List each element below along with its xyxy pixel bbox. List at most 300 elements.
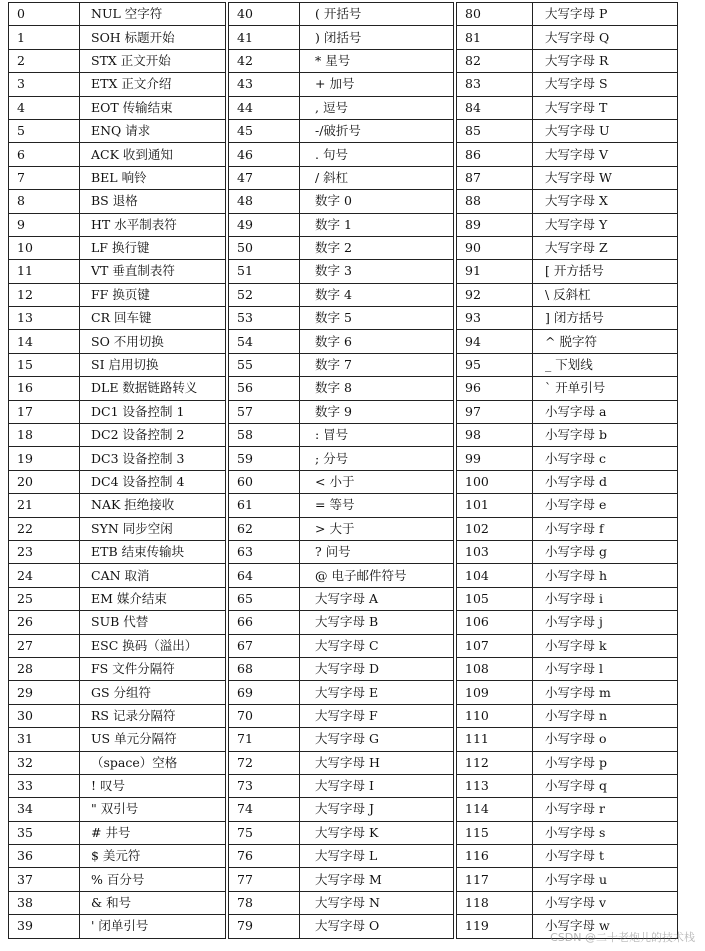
ascii-description-cell: 小写字母 t (533, 845, 678, 868)
ascii-code-cell: 97 (457, 400, 533, 423)
ascii-code-cell: 98 (457, 424, 533, 447)
ascii-table (8, 2, 698, 939)
table-row (229, 3, 453, 26)
ascii-description-cell: ! 叹号 (80, 774, 226, 797)
ascii-code-cell: 53 (229, 307, 300, 330)
table-row (229, 611, 453, 634)
ascii-code-cell: 41 (229, 26, 300, 49)
ascii-code-cell: 15 (9, 353, 80, 376)
table-row (229, 236, 453, 259)
table-row (229, 49, 453, 72)
table-row (229, 587, 453, 610)
table-row (9, 260, 225, 283)
ascii-code-cell: 81 (457, 26, 533, 49)
table-row (229, 728, 453, 751)
table-row (9, 330, 225, 353)
table-row (229, 821, 453, 844)
ascii-description-cell: SI 启用切换 (80, 353, 226, 376)
table-row (457, 236, 677, 259)
ascii-code-cell: 32 (9, 751, 80, 774)
ascii-description-cell: LF 换行键 (80, 236, 226, 259)
ascii-code-cell: 46 (229, 143, 300, 166)
table-row (9, 587, 225, 610)
ascii-code-cell: 19 (9, 447, 80, 470)
ascii-description-cell: ; 分号 (300, 447, 454, 470)
ascii-description-cell: < 小于 (300, 470, 454, 493)
ascii-description-cell: 小写字母 j (533, 611, 678, 634)
table-row (457, 868, 677, 891)
ascii-code-cell: 39 (9, 915, 80, 938)
ascii-description-cell: SUB 代替 (80, 611, 226, 634)
ascii-code-cell: 64 (229, 564, 300, 587)
ascii-code-cell: 104 (457, 564, 533, 587)
table-row (229, 190, 453, 213)
ascii-description-cell: DLE 数据链路转义 (80, 377, 226, 400)
ascii-description-cell: BEL 响铃 (80, 166, 226, 189)
table-row (9, 236, 225, 259)
ascii-code-cell: 24 (9, 564, 80, 587)
table-row (9, 821, 225, 844)
ascii-description-cell: ETB 结束传输块 (80, 540, 226, 563)
ascii-code-cell: 65 (229, 587, 300, 610)
ascii-description-cell: 小写字母 h (533, 564, 678, 587)
ascii-description-cell: 大写字母 J (300, 798, 454, 821)
table-row (457, 845, 677, 868)
ascii-description-cell: : 冒号 (300, 424, 454, 447)
ascii-code-cell: 38 (9, 891, 80, 914)
ascii-description-cell: 大写字母 S (533, 73, 678, 96)
table-row (9, 891, 225, 914)
ascii-description-cell: EM 媒介结束 (80, 587, 226, 610)
table-row (457, 494, 677, 517)
table-row (9, 49, 225, 72)
ascii-code-cell: 6 (9, 143, 80, 166)
table-row (457, 447, 677, 470)
ascii-code-cell: 109 (457, 681, 533, 704)
ascii-code-cell: 92 (457, 283, 533, 306)
table-row (229, 774, 453, 797)
ascii-description-cell: FF 换页键 (80, 283, 226, 306)
table-row (457, 190, 677, 213)
ascii-code-cell: 91 (457, 260, 533, 283)
ascii-description-cell: NAK 拒绝接收 (80, 494, 226, 517)
ascii-code-cell: 43 (229, 73, 300, 96)
ascii-code-cell: 3 (9, 73, 80, 96)
ascii-code-cell: 112 (457, 751, 533, 774)
ascii-code-cell: 1 (9, 26, 80, 49)
ascii-code-cell: 31 (9, 728, 80, 751)
ascii-description-cell: DC4 设备控制 4 (80, 470, 226, 493)
table-row (457, 307, 677, 330)
table-row (9, 868, 225, 891)
table-row (9, 447, 225, 470)
ascii-code-cell: 72 (229, 751, 300, 774)
table-row (229, 494, 453, 517)
ascii-code-cell: 7 (9, 166, 80, 189)
ascii-code-cell: 110 (457, 704, 533, 727)
table-row (229, 751, 453, 774)
table-row (9, 26, 225, 49)
ascii-description-cell: > 大于 (300, 517, 454, 540)
table-row (457, 798, 677, 821)
ascii-code-cell: 69 (229, 681, 300, 704)
table-row (457, 821, 677, 844)
ascii-code-cell: 16 (9, 377, 80, 400)
ascii-description-cell: 数字 8 (300, 377, 454, 400)
table-row (9, 119, 225, 142)
ascii-code-cell: 77 (229, 868, 300, 891)
ascii-code-cell: 18 (9, 424, 80, 447)
table-row (457, 283, 677, 306)
ascii-description-cell: US 单元分隔符 (80, 728, 226, 751)
ascii-code-cell: 59 (229, 447, 300, 470)
ascii-code-cell: 4 (9, 96, 80, 119)
table-row (9, 353, 225, 376)
ascii-code-cell: 83 (457, 73, 533, 96)
ascii-description-cell: 小写字母 s (533, 821, 678, 844)
table-row (229, 845, 453, 868)
table-row (229, 915, 453, 938)
table-row (9, 681, 225, 704)
table-row (9, 3, 225, 26)
table-row (9, 540, 225, 563)
ascii-code-cell: 108 (457, 657, 533, 680)
ascii-description-cell: CAN 取消 (80, 564, 226, 587)
ascii-code-cell: 118 (457, 891, 533, 914)
ascii-code-cell: 54 (229, 330, 300, 353)
ascii-code-cell: 94 (457, 330, 533, 353)
table-row (9, 283, 225, 306)
ascii-description-cell: ? 问号 (300, 540, 454, 563)
ascii-code-cell: 58 (229, 424, 300, 447)
ascii-description-cell: 数字 0 (300, 190, 454, 213)
ascii-description-cell: VT 垂直制表符 (80, 260, 226, 283)
ascii-column-3 (456, 2, 678, 939)
ascii-code-cell: 95 (457, 353, 533, 376)
table-row (9, 774, 225, 797)
ascii-description-cell: \ 反斜杠 (533, 283, 678, 306)
ascii-code-cell: 80 (457, 3, 533, 26)
ascii-code-cell: 29 (9, 681, 80, 704)
table-row (229, 73, 453, 96)
table-row (229, 868, 453, 891)
table-row (9, 634, 225, 657)
ascii-description-cell: 大写字母 N (300, 891, 454, 914)
ascii-code-cell: 71 (229, 728, 300, 751)
table-row (9, 377, 225, 400)
table-row (457, 119, 677, 142)
ascii-code-cell: 73 (229, 774, 300, 797)
table-row (229, 260, 453, 283)
ascii-description-cell: 大写字母 L (300, 845, 454, 868)
ascii-description-cell: 数字 9 (300, 400, 454, 423)
ascii-description-cell: 小写字母 a (533, 400, 678, 423)
table-row (9, 611, 225, 634)
ascii-description-cell: 大写字母 K (300, 821, 454, 844)
table-row (9, 728, 225, 751)
table-row (457, 634, 677, 657)
table-row (229, 26, 453, 49)
ascii-description-cell: @ 电子邮件符号 (300, 564, 454, 587)
ascii-description-cell: " 双引号 (80, 798, 226, 821)
table-row (457, 587, 677, 610)
ascii-code-cell: 45 (229, 119, 300, 142)
ascii-description-cell: HT 水平制表符 (80, 213, 226, 236)
ascii-description-cell: 大写字母 P (533, 3, 678, 26)
table-row (229, 377, 453, 400)
ascii-description-cell: 大写字母 Z (533, 236, 678, 259)
ascii-code-cell: 33 (9, 774, 80, 797)
ascii-description-cell: ] 闭方括号 (533, 307, 678, 330)
ascii-description-cell: 大写字母 E (300, 681, 454, 704)
ascii-description-cell: 小写字母 n (533, 704, 678, 727)
ascii-code-cell: 30 (9, 704, 80, 727)
ascii-description-cell: , 逗号 (300, 96, 454, 119)
ascii-description-cell: 小写字母 e (533, 494, 678, 517)
ascii-code-cell: 99 (457, 447, 533, 470)
ascii-description-cell: 大写字母 V (533, 143, 678, 166)
ascii-code-cell: 25 (9, 587, 80, 610)
ascii-code-cell: 51 (229, 260, 300, 283)
table-row (9, 213, 225, 236)
ascii-description-cell: CR 回车键 (80, 307, 226, 330)
ascii-description-cell: 小写字母 c (533, 447, 678, 470)
ascii-code-cell: 10 (9, 236, 80, 259)
table-row (229, 447, 453, 470)
ascii-description-cell: 数字 4 (300, 283, 454, 306)
ascii-code-cell: 111 (457, 728, 533, 751)
ascii-description-cell: EOT 传输结束 (80, 96, 226, 119)
ascii-description-cell: 大写字母 G (300, 728, 454, 751)
ascii-code-cell: 117 (457, 868, 533, 891)
ascii-code-cell: 44 (229, 96, 300, 119)
ascii-code-cell: 60 (229, 470, 300, 493)
ascii-code-cell: 22 (9, 517, 80, 540)
ascii-code-cell: 5 (9, 119, 80, 142)
ascii-code-cell: 27 (9, 634, 80, 657)
table-row (9, 470, 225, 493)
ascii-code-cell: 63 (229, 540, 300, 563)
ascii-code-cell: 56 (229, 377, 300, 400)
ascii-description-cell: 小写字母 b (533, 424, 678, 447)
ascii-description-cell: & 和号 (80, 891, 226, 914)
ascii-description-cell: ) 闭括号 (300, 26, 454, 49)
ascii-description-cell: 数字 5 (300, 307, 454, 330)
table-row (229, 307, 453, 330)
ascii-description-cell: . 句号 (300, 143, 454, 166)
table-row (229, 704, 453, 727)
ascii-description-cell: 小写字母 p (533, 751, 678, 774)
table-row (457, 891, 677, 914)
ascii-description-cell: ESC 换码（溢出） (80, 634, 226, 657)
ascii-description-cell: 小写字母 l (533, 657, 678, 680)
ascii-code-cell: 36 (9, 845, 80, 868)
table-row (229, 213, 453, 236)
ascii-description-cell: STX 正文开始 (80, 49, 226, 72)
ascii-code-cell: 93 (457, 307, 533, 330)
table-row (229, 119, 453, 142)
table-row (457, 681, 677, 704)
table-row (457, 377, 677, 400)
ascii-code-cell: 47 (229, 166, 300, 189)
table-row (457, 564, 677, 587)
ascii-description-cell: + 加号 (300, 73, 454, 96)
ascii-code-cell: 107 (457, 634, 533, 657)
table-row (229, 657, 453, 680)
table-row (457, 353, 677, 376)
ascii-code-cell: 28 (9, 657, 80, 680)
ascii-code-cell: 116 (457, 845, 533, 868)
ascii-code-cell: 34 (9, 798, 80, 821)
ascii-description-cell: 大写字母 O (300, 915, 454, 938)
ascii-code-cell: 61 (229, 494, 300, 517)
ascii-description-cell: DC3 设备控制 3 (80, 447, 226, 470)
ascii-description-cell: 大写字母 F (300, 704, 454, 727)
ascii-code-cell: 9 (9, 213, 80, 236)
ascii-description-cell: / 斜杠 (300, 166, 454, 189)
ascii-description-cell: RS 记录分隔符 (80, 704, 226, 727)
ascii-column-table (229, 2, 453, 939)
table-row (457, 213, 677, 236)
table-row (229, 891, 453, 914)
table-row (457, 728, 677, 751)
table-row (9, 494, 225, 517)
ascii-code-cell: 17 (9, 400, 80, 423)
ascii-code-cell: 75 (229, 821, 300, 844)
ascii-code-cell: 68 (229, 657, 300, 680)
ascii-description-cell: 小写字母 k (533, 634, 678, 657)
ascii-code-cell: 82 (457, 49, 533, 72)
ascii-description-cell: 小写字母 d (533, 470, 678, 493)
ascii-code-cell: 57 (229, 400, 300, 423)
ascii-description-cell: 大写字母 A (300, 587, 454, 610)
ascii-description-cell: DC1 设备控制 1 (80, 400, 226, 423)
ascii-description-cell: [ 开方括号 (533, 260, 678, 283)
ascii-description-cell: 小写字母 q (533, 774, 678, 797)
table-row (9, 915, 225, 938)
ascii-code-cell: 50 (229, 236, 300, 259)
ascii-description-cell: 数字 7 (300, 353, 454, 376)
table-row (229, 681, 453, 704)
watermark: CSDN @二十老炮儿的技术栈 (550, 931, 695, 944)
ascii-code-cell: 11 (9, 260, 80, 283)
ascii-description-cell: 大写字母 U (533, 119, 678, 142)
table-row (9, 564, 225, 587)
ascii-code-cell: 8 (9, 190, 80, 213)
table-row (457, 400, 677, 423)
ascii-code-cell: 21 (9, 494, 80, 517)
ascii-description-cell: 数字 1 (300, 213, 454, 236)
ascii-description-cell: $ 美元符 (80, 845, 226, 868)
ascii-code-cell: 102 (457, 517, 533, 540)
ascii-code-cell: 90 (457, 236, 533, 259)
ascii-code-cell: 20 (9, 470, 80, 493)
ascii-description-cell: 小写字母 g (533, 540, 678, 563)
ascii-description-cell: 大写字母 H (300, 751, 454, 774)
table-row (457, 424, 677, 447)
ascii-column-table (457, 2, 677, 939)
table-row (9, 704, 225, 727)
ascii-description-cell: ENQ 请求 (80, 119, 226, 142)
table-row (457, 774, 677, 797)
ascii-code-cell: 76 (229, 845, 300, 868)
ascii-description-cell: -/破折号 (300, 119, 454, 142)
table-row (229, 353, 453, 376)
ascii-code-cell: 40 (229, 3, 300, 26)
table-row (457, 166, 677, 189)
ascii-code-cell: 101 (457, 494, 533, 517)
ascii-code-cell: 2 (9, 49, 80, 72)
ascii-description-cell: BS 退格 (80, 190, 226, 213)
ascii-description-cell: SO 不用切换 (80, 330, 226, 353)
ascii-description-cell: 大写字母 M (300, 868, 454, 891)
ascii-description-cell: SOH 标题开始 (80, 26, 226, 49)
ascii-description-cell: 小写字母 u (533, 868, 678, 891)
table-row (457, 3, 677, 26)
ascii-code-cell: 88 (457, 190, 533, 213)
ascii-code-cell: 106 (457, 611, 533, 634)
table-row (229, 540, 453, 563)
table-row (457, 330, 677, 353)
ascii-code-cell: 48 (229, 190, 300, 213)
ascii-code-cell: 78 (229, 891, 300, 914)
table-row (9, 96, 225, 119)
ascii-description-cell: 大写字母 R (533, 49, 678, 72)
ascii-description-cell: DC2 设备控制 2 (80, 424, 226, 447)
ascii-code-cell: 52 (229, 283, 300, 306)
ascii-description-cell: 小写字母 v (533, 891, 678, 914)
ascii-description-cell: ACK 收到通知 (80, 143, 226, 166)
ascii-code-cell: 96 (457, 377, 533, 400)
ascii-description-cell: 大写字母 T (533, 96, 678, 119)
ascii-code-cell: 13 (9, 307, 80, 330)
ascii-description-cell: 大写字母 W (533, 166, 678, 189)
ascii-column-table (9, 2, 225, 939)
ascii-description-cell: ' 闭单引号 (80, 915, 226, 938)
ascii-code-cell: 49 (229, 213, 300, 236)
ascii-code-cell: 79 (229, 915, 300, 938)
table-row (9, 166, 225, 189)
ascii-description-cell: 小写字母 o (533, 728, 678, 751)
table-row (9, 143, 225, 166)
ascii-description-cell: SYN 同步空闲 (80, 517, 226, 540)
ascii-code-cell: 74 (229, 798, 300, 821)
ascii-description-cell: # 井号 (80, 821, 226, 844)
ascii-description-cell: 小写字母 m (533, 681, 678, 704)
ascii-description-cell: ` 开单引号 (533, 377, 678, 400)
ascii-description-cell: 大写字母 Q (533, 26, 678, 49)
ascii-description-cell: ( 开括号 (300, 3, 454, 26)
table-row (457, 751, 677, 774)
table-row (229, 470, 453, 493)
table-row (9, 845, 225, 868)
ascii-code-cell: 119 (457, 915, 533, 938)
table-row (457, 260, 677, 283)
ascii-description-cell: NUL 空字符 (80, 3, 226, 26)
table-row (457, 96, 677, 119)
table-row (229, 798, 453, 821)
ascii-code-cell: 103 (457, 540, 533, 563)
ascii-description-cell: 大写字母 Y (533, 213, 678, 236)
ascii-code-cell: 37 (9, 868, 80, 891)
ascii-code-cell: 0 (9, 3, 80, 26)
table-row (457, 49, 677, 72)
ascii-code-cell: 113 (457, 774, 533, 797)
ascii-description-cell: 数字 6 (300, 330, 454, 353)
table-row (9, 190, 225, 213)
ascii-code-cell: 70 (229, 704, 300, 727)
ascii-code-cell: 105 (457, 587, 533, 610)
